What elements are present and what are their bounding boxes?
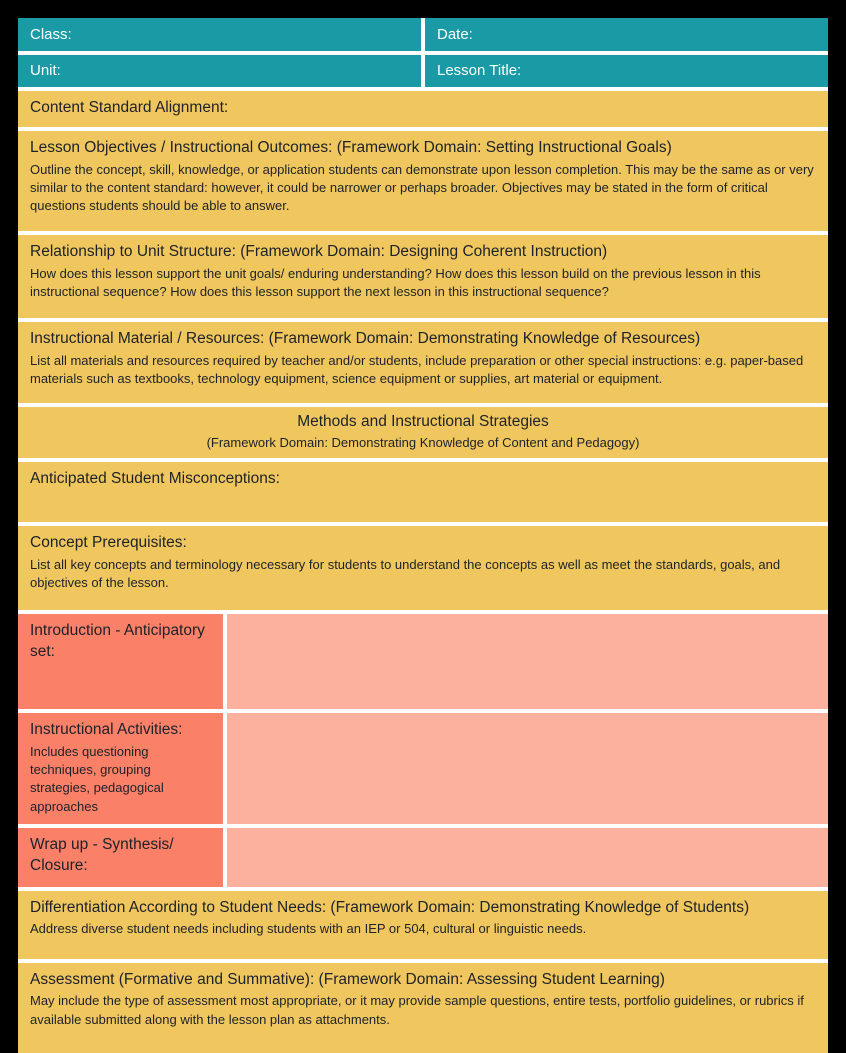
wrap-up-entry-field [227,828,828,887]
wrap-up-label: Wrap up - Synthesis/ Closure: [30,835,174,874]
activity-row-wrap-up [18,828,828,887]
assessment-title: Assessment (Formative and Summative): (Framework Domain: Assessing Student Learning) [30,970,665,988]
methods-banner-title: Methods and Instructional Strategies [297,412,549,430]
prerequisites-description: List all key concepts and terminology necessary for students to understand the concepts as well as meet the standards, goals, and objectives of the lesson. [30,556,781,591]
methods-banner-subtitle: (Framework Domain: Demonstrating Knowledge of Content and Pedagogy) [206,434,640,450]
section-assessment [18,963,828,1053]
instructional-activities-label: Instructional Activities: [30,721,183,739]
introduction-label: Introduction - Anticipatory set: [30,622,205,660]
prerequisites-title: Concept Prerequisites: [30,534,187,552]
introduction-label-cell [18,614,223,709]
assessment-description: May include the type of assessment most appropriate, or it may provide sample questions, entire tests, portfolio guidelines, or rubrics if available submitted along with the lesson plan as attachments. [30,993,804,1027]
date-label: Date: [437,25,473,43]
unit-structure-title: Relationship to Unit Structure: (Framework Domain: Designing Coherent Instruction) [30,242,608,260]
section-materials [18,322,828,403]
section-prerequisites [18,526,828,610]
unit-label: Unit: [30,62,61,79]
section-differentiation [18,891,828,959]
misconceptions-title: Anticipated Student Misconceptions: [30,470,280,488]
differentiation-title: Differentiation According to Student Needs: (Framework Domain: Demonstrating Knowledge of Students) [30,898,750,916]
section-content-standard [18,91,828,127]
materials-title: Instructional Material / Resources: (Framework Domain: Demonstrating Knowledge of Resources) [30,329,701,347]
section-methods-banner [18,407,828,458]
unit-structure-description: How does this lesson support the unit goals/ enduring understanding? How does this lesson build on the previous lesson in this instructional sequence? How does this lesson support the next lesson in this instructional sequence? [30,265,761,300]
lesson-title-cell [425,55,828,87]
materials-description: List all materials and resources required by teacher and/or students, include preparation or other special instructions: e.g. paper-based materials such as textbooks, technology equipment, science equipment or supplies, art material or equipment. [30,352,804,387]
lesson-objectives-description: Outline the concept, skill, knowledge, or application students can demonstrate upon lesson completion. This may be the same as or very similar to the content standard: however, it could be narrower or perhaps broader. Objectives may be stated in the form of critical questions students should be able to answer. [30,161,814,214]
introduction-entry-field [227,614,828,709]
section-lesson-objectives [18,131,828,231]
header-row-unit-title [18,55,828,87]
activity-row-instructional-activities [18,713,828,824]
class-cell [18,18,421,51]
section-misconceptions [18,462,828,522]
activity-row-introduction [18,614,828,709]
instructional-activities-entry-field [227,713,828,824]
instructional-activities-note: Includes questioning techniques, grouping strategies, pedagogical approaches [30,743,164,814]
section-unit-structure [18,235,828,318]
class-label: Class: [30,25,72,43]
instructional-activities-label-cell [18,713,223,824]
content-standard-title: Content Standard Alignment: [30,99,229,116]
date-cell [425,18,828,51]
unit-cell [18,55,421,87]
header-row-class-date [18,18,828,51]
differentiation-description: Address diverse student needs including students with an IEP or 504, cultural or linguistic needs. [30,921,587,937]
wrap-up-label-cell [18,828,223,887]
lesson-title-label: Lesson Title: [437,62,522,79]
lesson-objectives-title: Lesson Objectives / Instructional Outcomes: (Framework Domain: Setting Instructional Goals) [30,138,672,156]
lesson-plan-template [18,18,828,1053]
